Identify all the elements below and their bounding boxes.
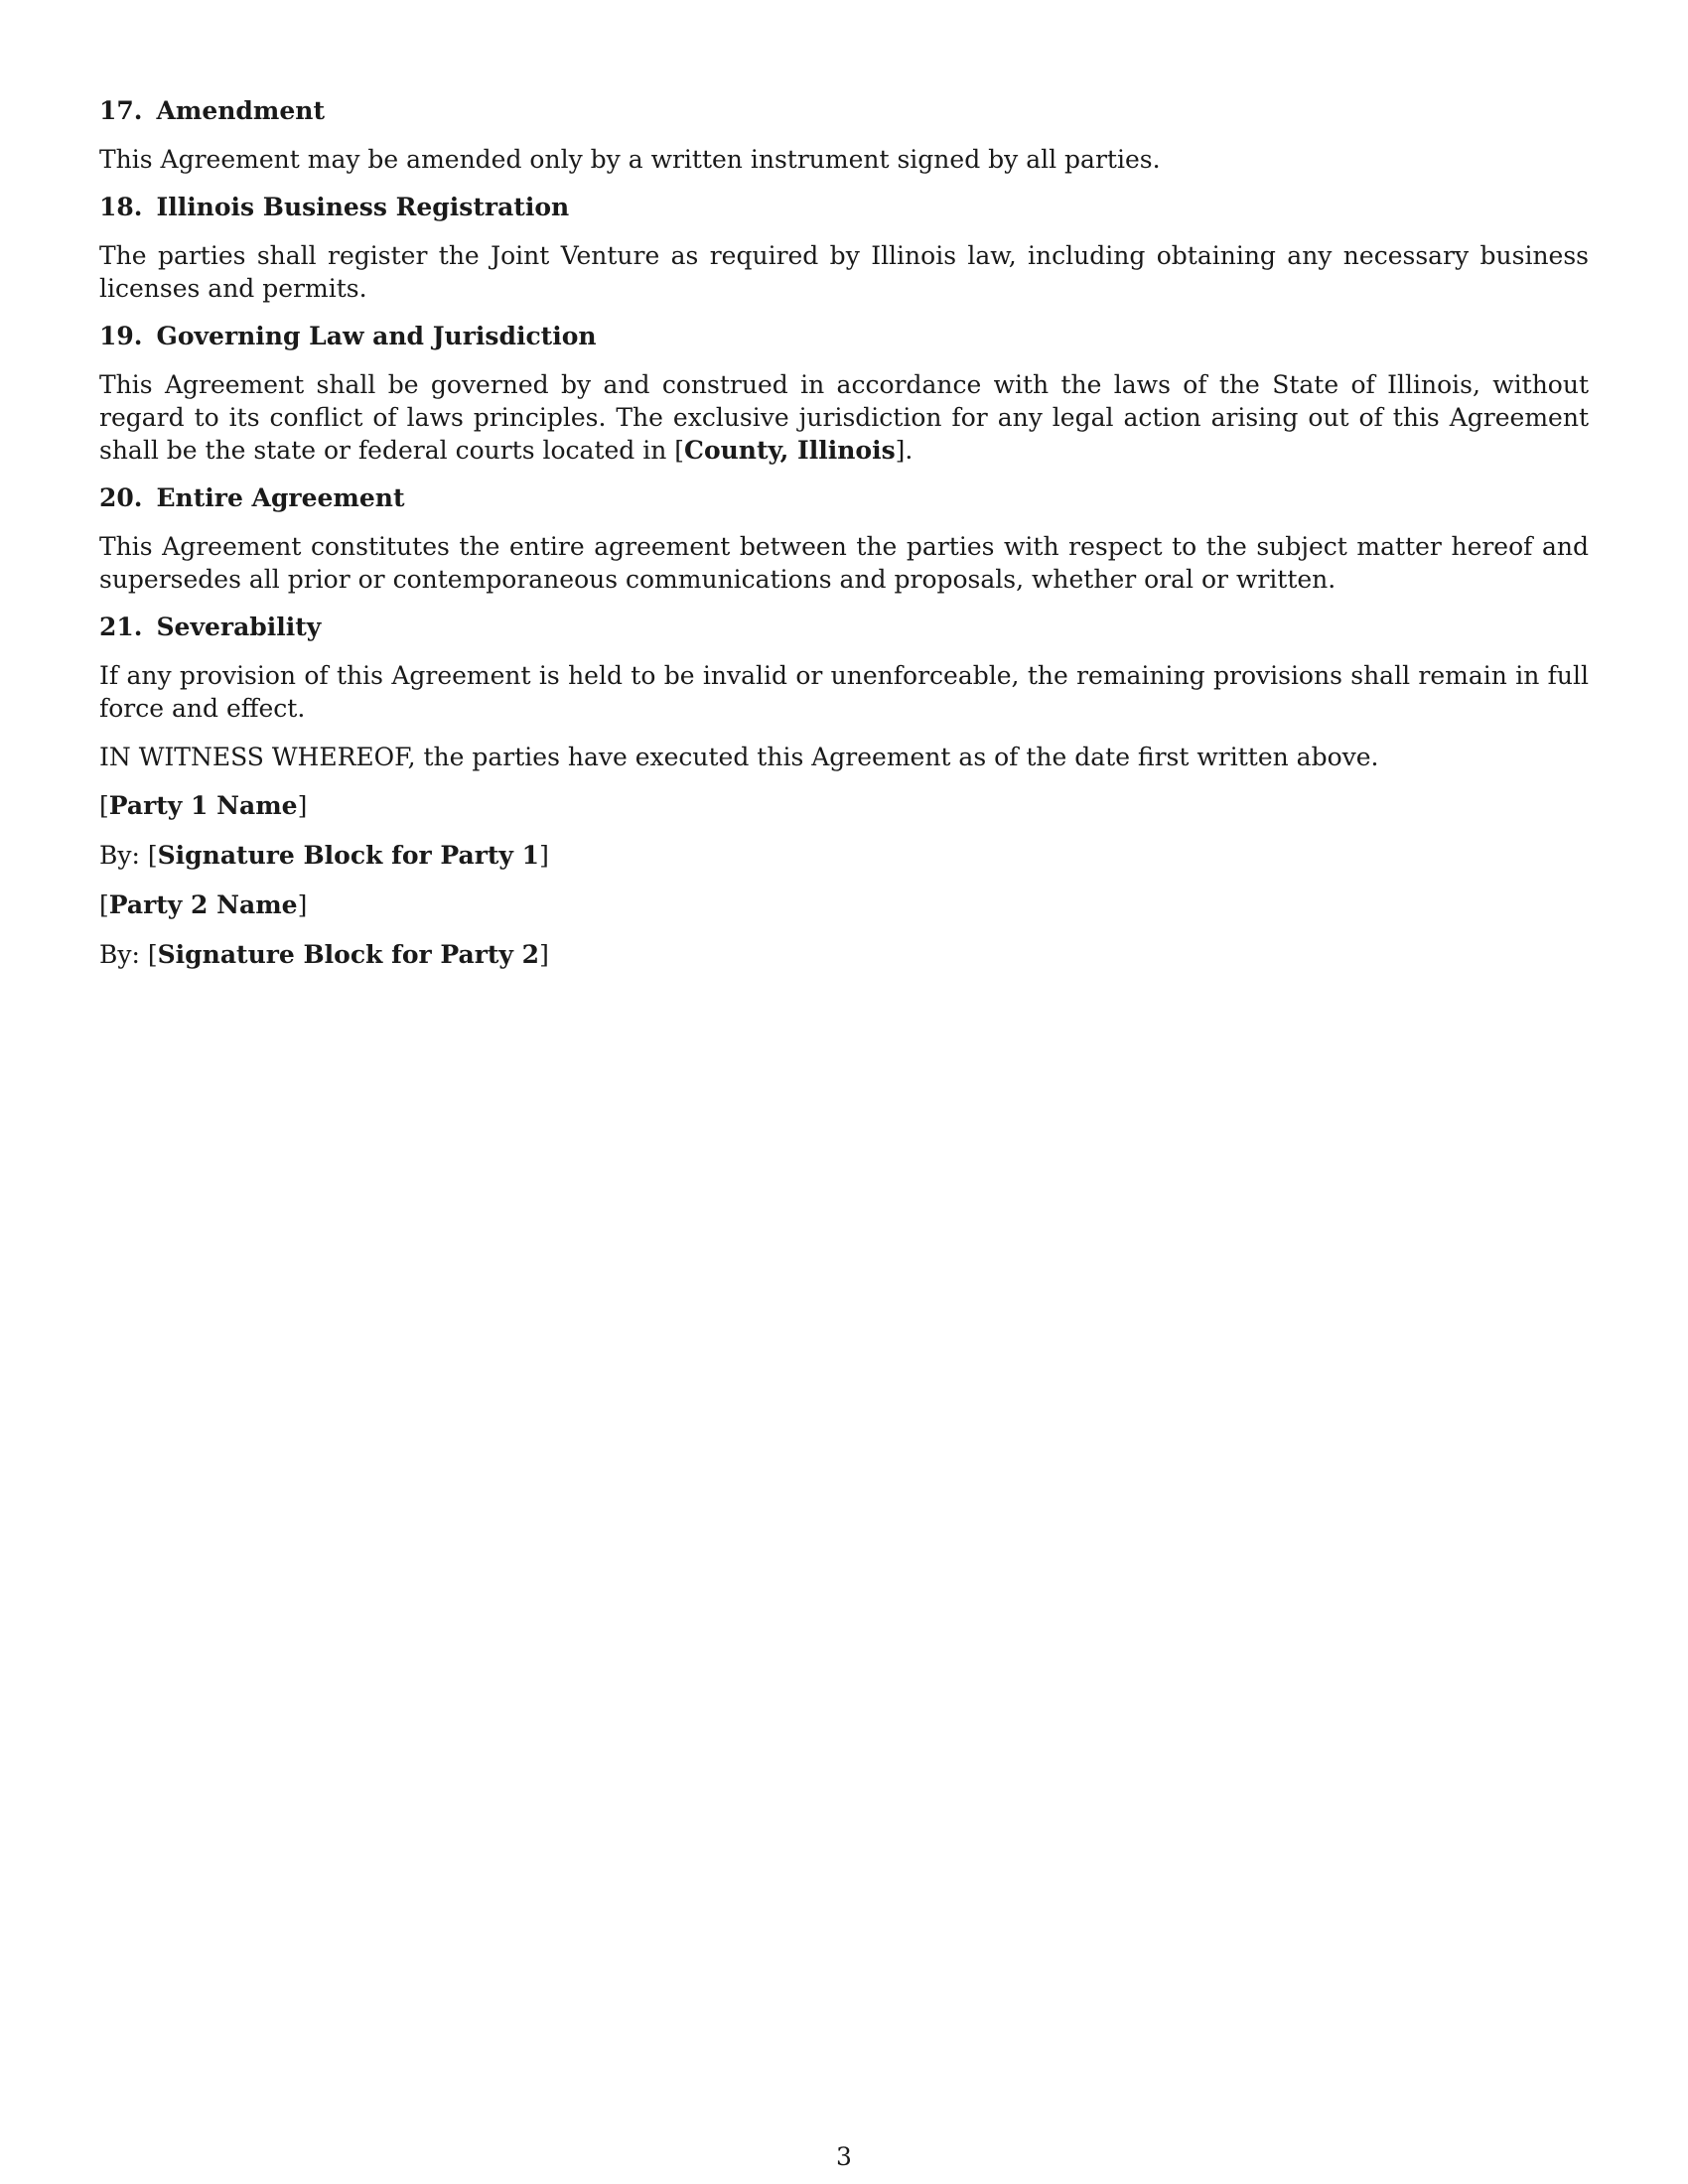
party1-signature-block: Signature Block for Party 1: [157, 841, 540, 870]
section-heading-amendment: [99, 95, 1589, 127]
party2-name-line: [Party 2 Name]: [99, 890, 308, 919]
by-label: By:: [99, 841, 140, 870]
governing-law-text-end: ].: [895, 436, 914, 465]
party2-name: Party 2 Name: [108, 890, 298, 919]
section-number: 17.: [99, 96, 143, 125]
party1-name-line: [Party 1 Name]: [99, 791, 308, 820]
party2-signature-block: Signature Block for Party 2: [157, 940, 540, 969]
section-heading-governing-law: [99, 321, 1589, 352]
section-body-severability: If any provision of this Agreement is held to be invalid or unenforceable, the remaining provisions shall remain in full force and effect.: [99, 661, 1589, 723]
section-heading-severability: [99, 612, 1589, 643]
governing-law-text: This Agreement shall be governed by and construed in accordance with the laws of the State of Illinois, without regard to its conflict of laws principles. The exclusive jurisdiction for any legal action arising out of this Agreement shall be the state or federal courts located in [: [99, 370, 1589, 465]
section-body-governing-law: [99, 368, 1589, 467]
county-placeholder: County, Illinois: [684, 436, 896, 465]
section-heading-illinois-business-registration: [99, 192, 1589, 223]
section-number: 21.: [99, 613, 143, 641]
section-body-entire-agreement: This Agreement constitutes the entire agreement between the parties with respect to the subject matter hereof and supersedes all prior or contemporaneous communications and proposals, whether oral or written.: [99, 532, 1589, 594]
party1-name: Party 1 Name: [108, 791, 298, 820]
by-label: By:: [99, 940, 140, 969]
section-number: 19.: [99, 322, 143, 350]
section-body-illinois-business-registration: The parties shall register the Joint Venture as required by Illinois law, including obtaining any necessary business licenses and permits.: [99, 241, 1589, 303]
section-title: Severability: [156, 613, 322, 641]
section-title: Entire Agreement: [156, 483, 405, 512]
section-title: Governing Law and Jurisdiction: [156, 322, 597, 350]
section-number: 20.: [99, 483, 143, 512]
section-heading-entire-agreement: [99, 482, 1589, 514]
document-page: [99, 95, 1589, 988]
section-title: Amendment: [156, 96, 325, 125]
witness-clause: IN WITNESS WHEREOF, the parties have executed this Agreement as of the date first written above.: [99, 743, 1379, 771]
party1-signature-line: By: [Signature Block for Party 1]: [99, 841, 549, 870]
section-body-amendment: This Agreement may be amended only by a written instrument signed by all parties.: [99, 145, 1161, 174]
section-number: 18.: [99, 193, 143, 221]
section-title: Illinois Business Registration: [156, 193, 570, 221]
party2-signature-line: By: [Signature Block for Party 2]: [99, 940, 549, 969]
page-number: 3: [836, 2142, 852, 2171]
